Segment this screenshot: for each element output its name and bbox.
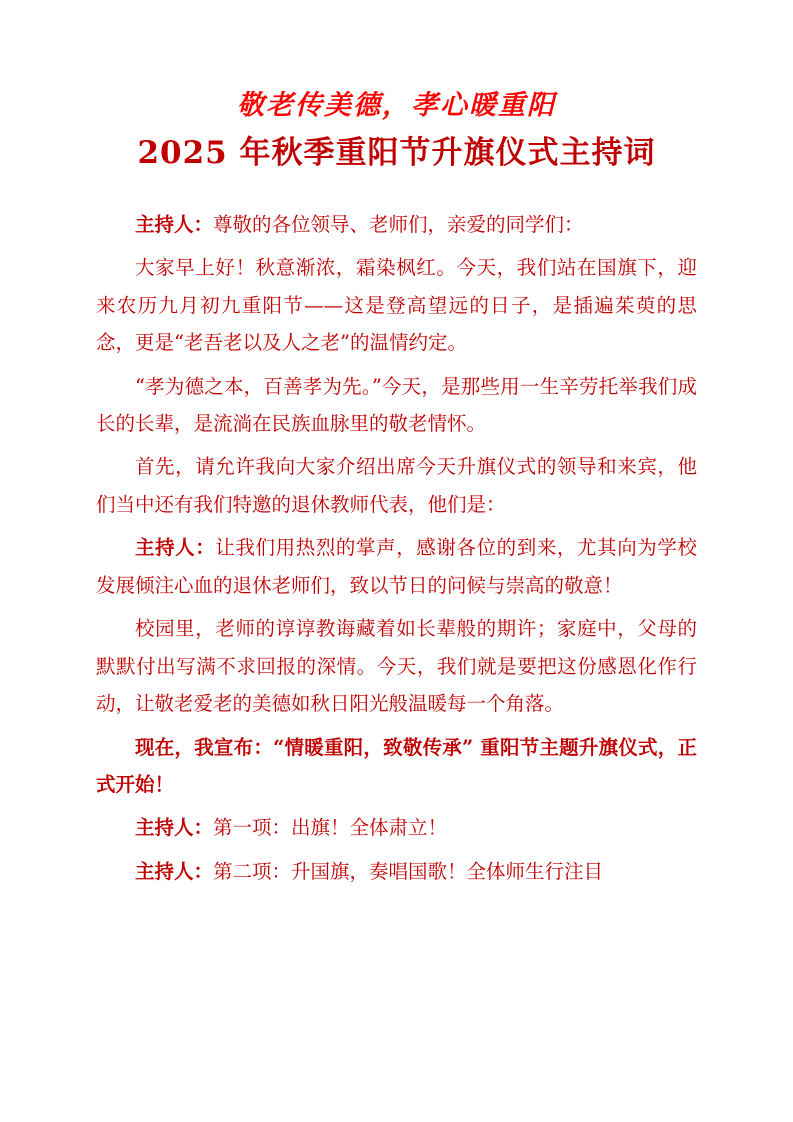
paragraph-text: 大家早上好！秋意渐浓，霜染枫红。今天，我们站在国旗下，迎来农历九月初九重阳节——这是登高望远的日子，是插遍茱萸的思念，更是“老吾老以及人之老”的温情约定。 (96, 256, 697, 355)
paragraph (96, 249, 697, 361)
page-title: 2025 年秋季重阳节升旗仪式主持词 (137, 135, 656, 172)
paragraph-lead: 主持人： (135, 536, 216, 560)
paragraph-text: 第二项：升国旗，奏唱国歌！全体师生行注目 (213, 859, 604, 883)
document-body (96, 206, 697, 890)
paragraph-text: 尊敬的各位领导、老师们，亲爱的同学们： (213, 212, 584, 236)
paragraph (96, 809, 697, 846)
paragraph-text: 现在，我宣布：“情暖重阳，致敬传承” 重阳节主题升旗仪式，正式开始！ (96, 735, 697, 796)
paragraph-text: 让我们用热烈的掌声，感谢各位的到来，尤其向为学校发展倾注心血的退休老师们，致以节日的问候与崇高的敬意！ (96, 536, 697, 597)
paragraph-text: 第一项：出旗！全体肃立！ (213, 816, 448, 840)
paragraph (96, 529, 697, 604)
paragraph-lead: 主持人： (135, 816, 214, 840)
paragraph (96, 853, 697, 890)
paragraph-text: 校园里，老师的谆谆教诲藏着如长辈般的期许；家庭中，父母的默默付出写满不求回报的深情。今天，我们就是要把这份感恩化作行动，让敬老爱老的美德如秋日阳光般温暖每一个角落。 (96, 617, 697, 716)
paragraph-text: 首先，请允许我向大家介绍出席今天升旗仪式的领导和来宾，他们当中还有我们特邀的退休教师代表，他们是： (96, 455, 697, 516)
paragraph (96, 206, 697, 243)
paragraph (96, 729, 697, 804)
paragraph-lead: 主持人： (135, 859, 214, 883)
paragraph-lead: 主持人： (135, 212, 214, 236)
paragraph-text: “孝为德之本，百善孝为先。”今天，是那些用一生辛劳托举我们成长的长辈，是流淌在民族血脉里的敬老情怀。 (96, 374, 697, 436)
paragraph (96, 448, 697, 523)
document-subtitle: 敬老传美德，孝心暖重阳 (237, 90, 556, 121)
paragraph (96, 610, 697, 722)
paragraph (96, 368, 697, 443)
